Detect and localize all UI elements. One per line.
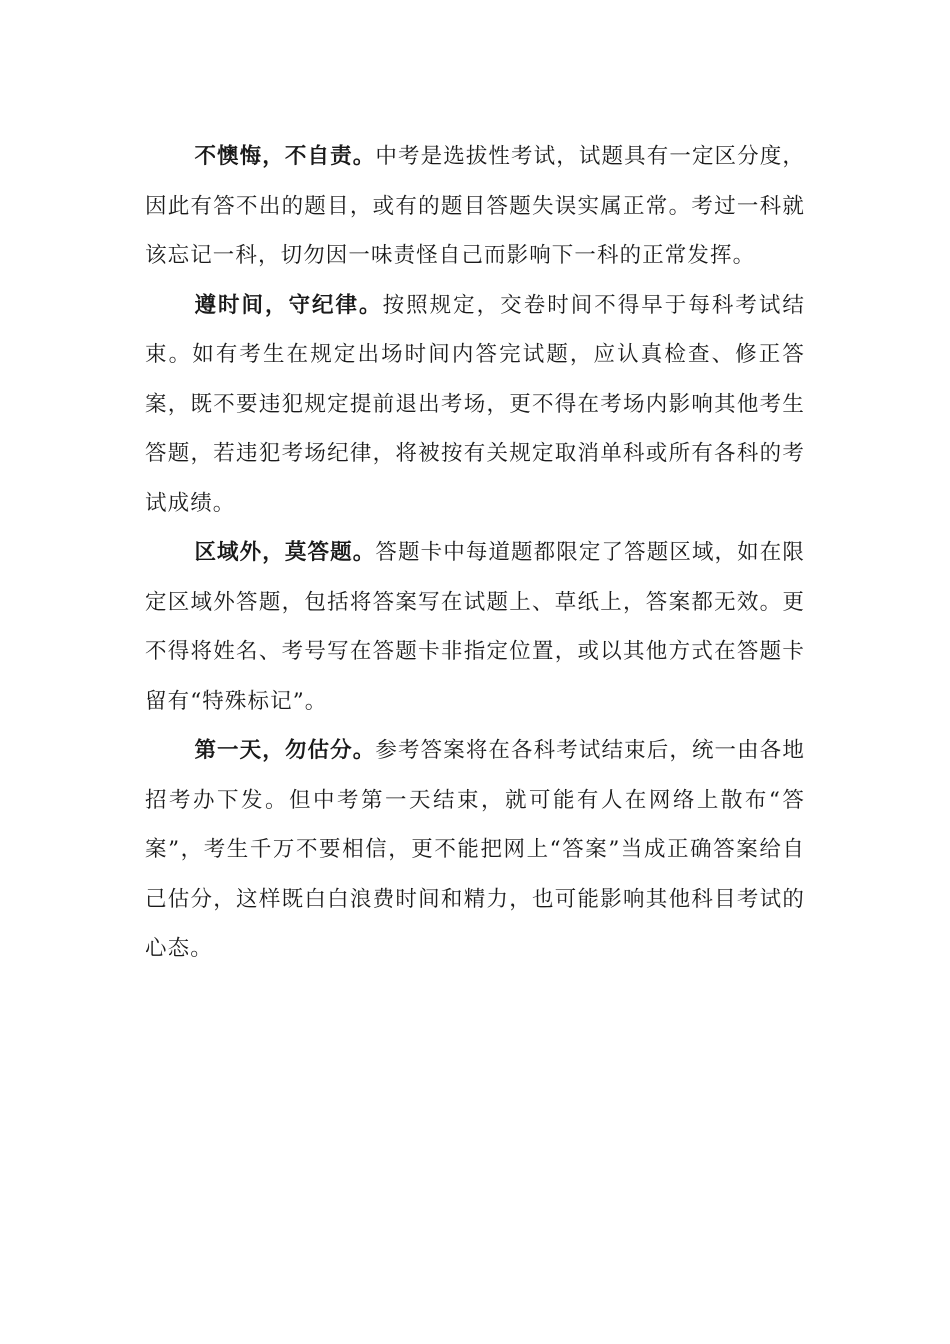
paragraph-body: 参考答案将在各科考试结束后，统一由各地招考办下发。但中考第一天结束，就可能有人在网络上散布“答案”，考生千万不要相信，更不能把网上“答案”当成正确答案给自己估分，这样既白白浪费时间和精力，也可能影响其他科目考试的心态。: [145, 738, 805, 961]
paragraph-heading: 不懊悔，不自责。: [194, 144, 376, 169]
paragraph-obey-time: [145, 281, 805, 529]
paragraph-body: 答题卡中每道题都限定了答题区域，如在限定区域外答题，包括将答案写在试题上、草纸上，答案都无效。更不得将姓名、考号写在答题卡非指定位置，或以其他方式在答题卡留有“特殊标记”。: [145, 540, 805, 714]
paragraph-no-regret: [145, 132, 805, 281]
paragraph-heading: 第一天，勿估分。: [194, 738, 376, 763]
paragraph-heading: 区域外，莫答题。: [194, 540, 376, 565]
paragraph-heading: 遵时间，守纪律。: [194, 292, 383, 318]
paragraph-no-estimate: [145, 726, 805, 974]
paragraph-body: 中考是选拔性考试，试题具有一定区分度，因此有答不出的题目，或有的题目答题失误实属正常。考过一科就该忘记一科，切勿因一味责怪自己而影响下一科的正常发挥。: [145, 144, 805, 268]
document-page: [145, 132, 805, 974]
paragraph-body: 按照规定，交卷时间不得早于每科考试结束。如有考生在规定出场时间内答完试题，应认真检查、修正答案，既不要违犯规定提前退出考场，更不得在考场内影响其他考生答题，若违犯考场纪律，将被按有关规定取消单科或所有各科的考试成绩。: [145, 292, 805, 516]
paragraph-answer-area: [145, 528, 805, 726]
